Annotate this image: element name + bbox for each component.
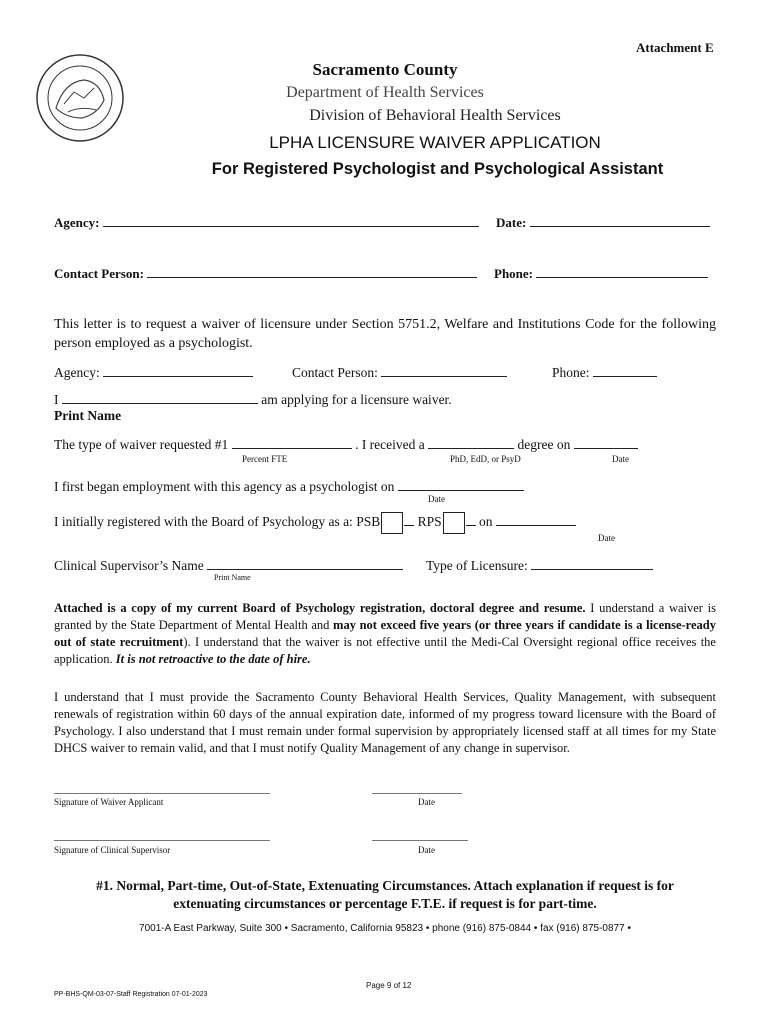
rps-line	[466, 513, 476, 526]
footnote-line-1: #1. Normal, Part-time, Out-of-State, Extenuating Circumstances. Attach explanation if request is for	[96, 878, 674, 893]
intro-paragraph: This letter is to request a waiver of licensure under Section 5751.2, Welfare and Institutions Code for the following person employed as a psychologist.	[54, 317, 716, 351]
supervisor-print-hint: Print Name	[214, 573, 251, 582]
waiver-degree-line[interactable]	[428, 436, 514, 449]
waiver-prefix: The type of waiver requested #1	[54, 437, 229, 452]
not-retroactive-text: It is not retroactive to the date of hire.	[115, 652, 311, 666]
waiver-row	[54, 436, 638, 453]
registration-text: I initially registered with the Board of Psychology as a: PSB	[54, 514, 381, 530]
division-name: Division of Behavioral Health Services	[309, 107, 561, 124]
contact-row-line[interactable]	[381, 364, 507, 377]
rps-checkbox[interactable]	[443, 512, 465, 534]
employment-date-hint: Date	[428, 494, 445, 504]
licensure-label: Type of Licensure:	[426, 558, 528, 573]
applicant-prefix: I	[54, 392, 59, 407]
not-effective-text: ). I understand that the waiver is not effective until the Medi-Cal Oversight regional office receives the application.	[54, 635, 716, 666]
waiver-fte-line[interactable]	[232, 436, 352, 449]
phone-field[interactable]	[494, 265, 708, 282]
licensure-row	[426, 557, 653, 574]
degree-date-hint: Date	[612, 454, 629, 464]
attachment-label: Attachment E	[636, 40, 714, 55]
supervisor-name-line[interactable]	[207, 557, 403, 570]
attached-copy-text: Attached is a copy of my current Board of Psychology registration, doctoral degree and resume.	[54, 601, 586, 615]
waiver-received: . I received a	[355, 437, 425, 452]
county-name: Sacramento County	[312, 60, 458, 79]
waiver-granted-text: I understand a waiver is granted by the State Department of Mental Health and	[54, 601, 716, 632]
supervisor-date-line[interactable]	[372, 840, 468, 841]
supervisor-signature-line[interactable]	[54, 840, 270, 841]
agency-field[interactable]	[54, 214, 479, 231]
supervisor-date-label: Date	[418, 845, 435, 855]
phone-row-label: Phone:	[552, 365, 590, 380]
attestation-paragraph	[54, 600, 716, 668]
applicant-date-label: Date	[418, 797, 435, 807]
five-years-text: may not exceed five years (or three years if candidate is a license-ready out of state recruitment	[54, 618, 717, 649]
agency-row-line[interactable]	[103, 364, 253, 377]
applicant-name-line[interactable]	[62, 391, 258, 404]
page-number: Page 9 of 12	[366, 981, 412, 990]
applicant-date-line[interactable]	[372, 793, 462, 794]
psb-line	[404, 513, 414, 526]
phone-line[interactable]	[536, 265, 708, 278]
contact-row-label: Contact Person:	[292, 365, 378, 380]
agency-row-label: Agency:	[54, 365, 100, 380]
employment-text: I first began employment with this agency as a psychologist on	[54, 479, 395, 494]
phone-label: Phone:	[494, 266, 533, 281]
supervisor-signature-label: Signature of Clinical Supervisor	[54, 845, 171, 855]
applicant-signature-line[interactable]	[54, 793, 270, 794]
supervisor-row	[54, 557, 403, 574]
print-name-label: Print Name	[54, 408, 122, 423]
form-title: LPHA LICENSURE WAIVER APPLICATION	[269, 133, 601, 152]
applicant-row	[54, 391, 452, 408]
date-field[interactable]	[496, 214, 710, 231]
date-line[interactable]	[530, 214, 710, 227]
department-name: Department of Health Services	[286, 84, 484, 101]
applicant-suffix: am applying for a licensure waiver.	[261, 392, 452, 407]
address-footer: 7001-A East Parkway, Suite 300 • Sacramento, California 95823 • phone (916) 875-0844 • fax (916) 875-0877 •	[139, 923, 631, 934]
date-label: Date:	[496, 215, 527, 230]
agency-label: Agency:	[54, 215, 100, 230]
psb-checkbox[interactable]	[381, 512, 403, 534]
agency-line[interactable]	[103, 214, 479, 227]
phone-row	[552, 364, 657, 381]
registration-date-line[interactable]	[496, 513, 576, 526]
waiver-degree-on: degree on	[517, 437, 571, 452]
phone-row-line[interactable]	[593, 364, 657, 377]
applicant-signature-label: Signature of Waiver Applicant	[54, 797, 164, 807]
employment-row	[54, 478, 524, 495]
employment-date-line[interactable]	[398, 478, 524, 491]
waiver-date-line[interactable]	[574, 436, 638, 449]
licensure-line[interactable]	[531, 557, 653, 570]
registration-row	[54, 512, 576, 534]
contact-label: Contact Person:	[54, 266, 144, 281]
footnote-line-2: extenuating circumstances or percentage F.T.E. if request is for part-time.	[173, 896, 597, 911]
registration-date-hint: Date	[598, 533, 615, 543]
renewal-paragraph: I understand that I must provide the Sacramento County Behavioral Health Services, Quality Management, with subsequent renewals of registration within 60 days of the annual expiration date, informed of my progress toward licensure with the Board of Psychology. I also understand that I must remain under formal supervision by appropriately licensed staff at all times for my State DHCS waiver to remain valid, and that I must notify Quality Management of any change in supervisor.	[54, 690, 716, 755]
form-subtitle: For Registered Psychologist and Psychological Assistant	[211, 160, 664, 178]
document-code: PP-BHS-QM-03-07-Staff Registration 07-01-2023	[54, 991, 208, 998]
contact-field[interactable]	[54, 265, 477, 282]
registration-on: on	[479, 514, 493, 530]
contact-row	[292, 364, 507, 381]
supervisor-label: Clinical Supervisor’s Name	[54, 558, 204, 573]
contact-line[interactable]	[147, 265, 477, 278]
degree-hint: PhD, EdD, or PsyD	[450, 454, 521, 464]
percent-fte-hint: Percent FTE	[242, 454, 288, 464]
rps-label: RPS	[417, 514, 442, 530]
